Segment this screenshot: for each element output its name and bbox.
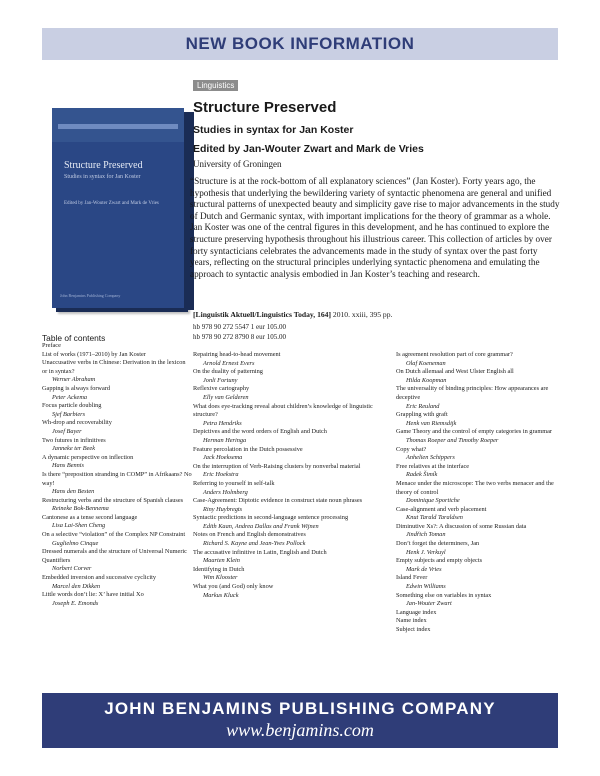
cover-publisher: John Benjamins Publishing Company: [60, 293, 121, 298]
toc-entry: Grappling with graft: [396, 411, 448, 419]
toc-entry: The accusative infinitive in Latin, English and Dutch: [193, 548, 327, 556]
toc-author: Eric Hoekstra: [203, 471, 239, 479]
toc-author: Henk van Riemsdijk: [406, 419, 457, 427]
toc-entry: What you (and God) only know: [193, 583, 274, 591]
toc-column-3: [396, 351, 571, 635]
toc-entry: Diminutive Xs?: A discussion of some Russian data: [396, 522, 527, 530]
toc-author: Jack Hoeksema: [203, 454, 243, 462]
toc-entry: Don’t forget the determiners, Jan: [396, 540, 480, 548]
toc-author: Knut Tarald Taraldsen: [406, 514, 463, 522]
toc-author: Hilda Koopman: [406, 376, 447, 384]
footer-url[interactable]: www.benjamins.com: [226, 720, 374, 740]
cover-strip: [58, 124, 178, 129]
toc-entry: Name index: [396, 617, 427, 625]
toc-entry: List of works (1971–2010) by Jan Koster: [42, 350, 146, 358]
toc-author: Edith Kaan, Andrea Dallas and Frank Wijnen: [203, 522, 319, 530]
toc-entry: Little words don’t lie: X’ have initial Xo: [42, 591, 144, 599]
toc-entry: Language index: [396, 608, 437, 616]
toc-author: Sjef Barbiers: [52, 410, 86, 418]
toc-entry: Focus particle doubling: [42, 402, 102, 410]
toc-column-2: [193, 351, 383, 600]
toc-entry: Case-Agreement: Diptotic evidence in construct state noun phrases: [193, 497, 363, 505]
toc-author: Edwin Williams: [406, 583, 446, 591]
toc-entry: Depictives and the word orders of English and Dutch: [193, 428, 327, 436]
toc-heading: Table of contents: [42, 333, 106, 343]
toc-author: Radek Šimík: [406, 471, 438, 479]
cover-title: Structure Preserved: [64, 160, 143, 171]
toc-entry: Syntactic predictions in second-language sentence processing: [193, 514, 349, 522]
toc-author: Lisa Lai-Shen Cheng: [52, 522, 106, 530]
toc-entry: On Dutch allemaal and West Ulster English all: [396, 368, 514, 376]
toc-author: Peter Ackema: [52, 393, 88, 401]
toc-entry: Notes on French and English demonstratives: [193, 531, 306, 539]
toc-entry: Preface: [42, 342, 61, 349]
toc-author: Arnold Ernest Evers: [203, 359, 255, 367]
toc-entry: Gapping is always forward: [42, 384, 111, 392]
toc-entry: Embedded inversion and successive cyclicity: [42, 574, 157, 582]
toc-entry: Game Theory and the control of empty categories in grammar: [396, 428, 553, 436]
series-name: [Linguistik Aktuell/Linguistics Today, 164]: [193, 310, 331, 319]
toc-entry: Unaccusative verbs in Chinese: Derivation in the lexicon or in syntax?: [42, 359, 186, 375]
toc-author: Marcel den Dikken: [52, 582, 101, 590]
toc-entry: Something else on variables in syntax: [396, 591, 492, 599]
toc-author: Werner Abraham: [52, 376, 96, 384]
toc-author: Maarten Klein: [203, 557, 240, 565]
book-title: Structure Preserved: [193, 99, 337, 116]
editor-affiliation: University of Groningen: [193, 159, 282, 169]
toc-author: Reineke Bok-Bennema: [52, 505, 109, 513]
toc-author: Dominique Sportiche: [406, 497, 460, 505]
toc-entry: Restructuring verbs and the structure of Spanish clauses: [42, 496, 184, 504]
toc-author: Markus Kluck: [203, 591, 239, 599]
toc-author: Hans den Besten: [52, 488, 95, 496]
cover-topbar: [52, 108, 184, 142]
toc-entry: Feature percolation in the Dutch possessive: [193, 445, 303, 453]
series-details: 2010. xxiii, 395 pp.: [332, 310, 393, 319]
toc-entry: Repairing head-to-head movement: [193, 351, 281, 358]
toc-entry: Two futures in infinitives: [42, 436, 106, 444]
toc-author: Josef Bayer: [52, 427, 82, 435]
toc-entry: On a selective “violation” of the Complex NP Constraint: [42, 531, 186, 539]
toc-entry: Dressed numerals and the structure of Universal Numeric Quantifiers: [42, 548, 187, 564]
cover-editors: Edited by Jan-Wouter Zwart and Mark de Vries: [64, 201, 159, 206]
toc-author: Olaf Koeneman: [406, 359, 446, 367]
toc-entry: Free relatives at the interface: [396, 462, 470, 470]
book-editors: Edited by Jan-Wouter Zwart and Mark de Vries: [193, 143, 424, 155]
toc-author: Hans Bennis: [52, 462, 85, 470]
isbn-line-1: hb 978 90 272 5547 1 eur 105.00: [193, 323, 286, 331]
toc-author: Petra Hendriks: [203, 419, 242, 427]
toc-entry: Wh-drop and recoverability: [42, 419, 112, 427]
toc-author: Thomas Roeper and Timothy Roeper: [406, 436, 499, 444]
toc-author: Henk J. Verkuyl: [406, 548, 446, 556]
toc-author: Jindřich Toman: [406, 531, 446, 539]
toc-entry: Identifying in Dutch: [193, 565, 245, 573]
book-description: “Structure is at the rock-bottom of all explanatory sciences” (Jan Koster). Forty years ago, the hypothesis that underlying the bewildering variety of syntactic phenomena are general and unified structural patterns of unexpected beauty and simplicity gave rise to major advancements in the study of Dutch and Germanic syntax, with important implications for the theory of grammar as a whole. Jan Koster was one of the central figures in this development, and he has continued to explore the structure preserving hypothesis throughout his illustrious career. This collection of articles by over forty syntacticians celebrates the advancements made in the study of syntax over the past forty years, reflecting on the structural principles underlying syntactic phenomena and emulating the approach to syntactic analysis embodied in Jan Koster’s teaching and research.: [190, 176, 560, 279]
book-cover-image: [52, 108, 184, 308]
toc-entry: Copy what?: [396, 445, 427, 453]
toc-entry: Reflexive cartography: [193, 385, 250, 393]
toc-author: Herman Heringa: [203, 436, 247, 444]
toc-entry: Menace under the microscope: The two verbs menacer and the theory of control: [396, 479, 554, 496]
toc-author: Wim Klooster: [203, 574, 238, 582]
toc-author: Anhelien Schippers: [406, 454, 455, 462]
banner-title: NEW BOOK INFORMATION: [185, 34, 415, 53]
toc-column-1: [42, 342, 192, 608]
toc-author: Jan-Wouter Zwart: [406, 600, 452, 608]
isbn-line-2: hb 978 90 272 8790 8 eur 105.00: [193, 333, 286, 341]
toc-author: Guglielmo Cinque: [52, 539, 99, 547]
toc-entry: Cantonese as a tense second language: [42, 513, 138, 521]
toc-entry: The universality of binding principles: How appearances are deceptive: [396, 385, 549, 401]
toc-entry: Referring to yourself in self-talk: [193, 479, 275, 487]
cover-subtitle: Studies in syntax for Jan Koster: [64, 174, 141, 180]
toc-entry: On the duality of patterning: [193, 368, 263, 376]
toc-entry: On the interruption of Verb-Raising clusters by nonverbal material: [193, 462, 361, 470]
toc-entry: Case-alignment and verb placement: [396, 505, 487, 513]
series-info: [193, 310, 392, 319]
category-badge: Linguistics: [193, 80, 238, 91]
toc-entry: A dynamic perspective on inflection: [42, 453, 134, 461]
toc-author: Anders Holmberg: [203, 488, 248, 496]
book-subtitle: Studies in syntax for Jan Koster: [193, 124, 354, 136]
toc-author: Norbert Corver: [52, 565, 92, 573]
toc-author: Elly van Gelderen: [203, 393, 249, 401]
toc-author: Eric Reuland: [406, 402, 440, 410]
toc-entry: Is there “preposition stranding in COMP” in Afrikaans? No way!: [42, 470, 192, 487]
toc-author: Riny Huybregts: [203, 505, 243, 513]
publisher-footer: [42, 693, 558, 748]
banner: [42, 28, 558, 60]
footer-publisher: JOHN BENJAMINS PUBLISHING COMPANY: [104, 699, 496, 718]
toc-entry: Is agreement resolution part of core grammar?: [396, 351, 513, 358]
toc-entry: Island Fever: [396, 574, 428, 582]
toc-author: Jonli Fortuny: [203, 376, 238, 384]
toc-entry: Subject index: [396, 626, 431, 633]
toc-author: Mark de Vries: [406, 565, 442, 573]
toc-author: Janneke ter Beek: [52, 445, 95, 453]
toc-entry: Empty subjects and empty objects: [396, 557, 483, 565]
toc-entry: What does eye-tracking reveal about children’s knowledge of linguistic structure?: [193, 402, 373, 419]
toc-author: Richard S. Kayne and Jean-Yves Pollock: [203, 540, 306, 548]
toc-author: Joseph E. Emonds: [52, 599, 99, 607]
